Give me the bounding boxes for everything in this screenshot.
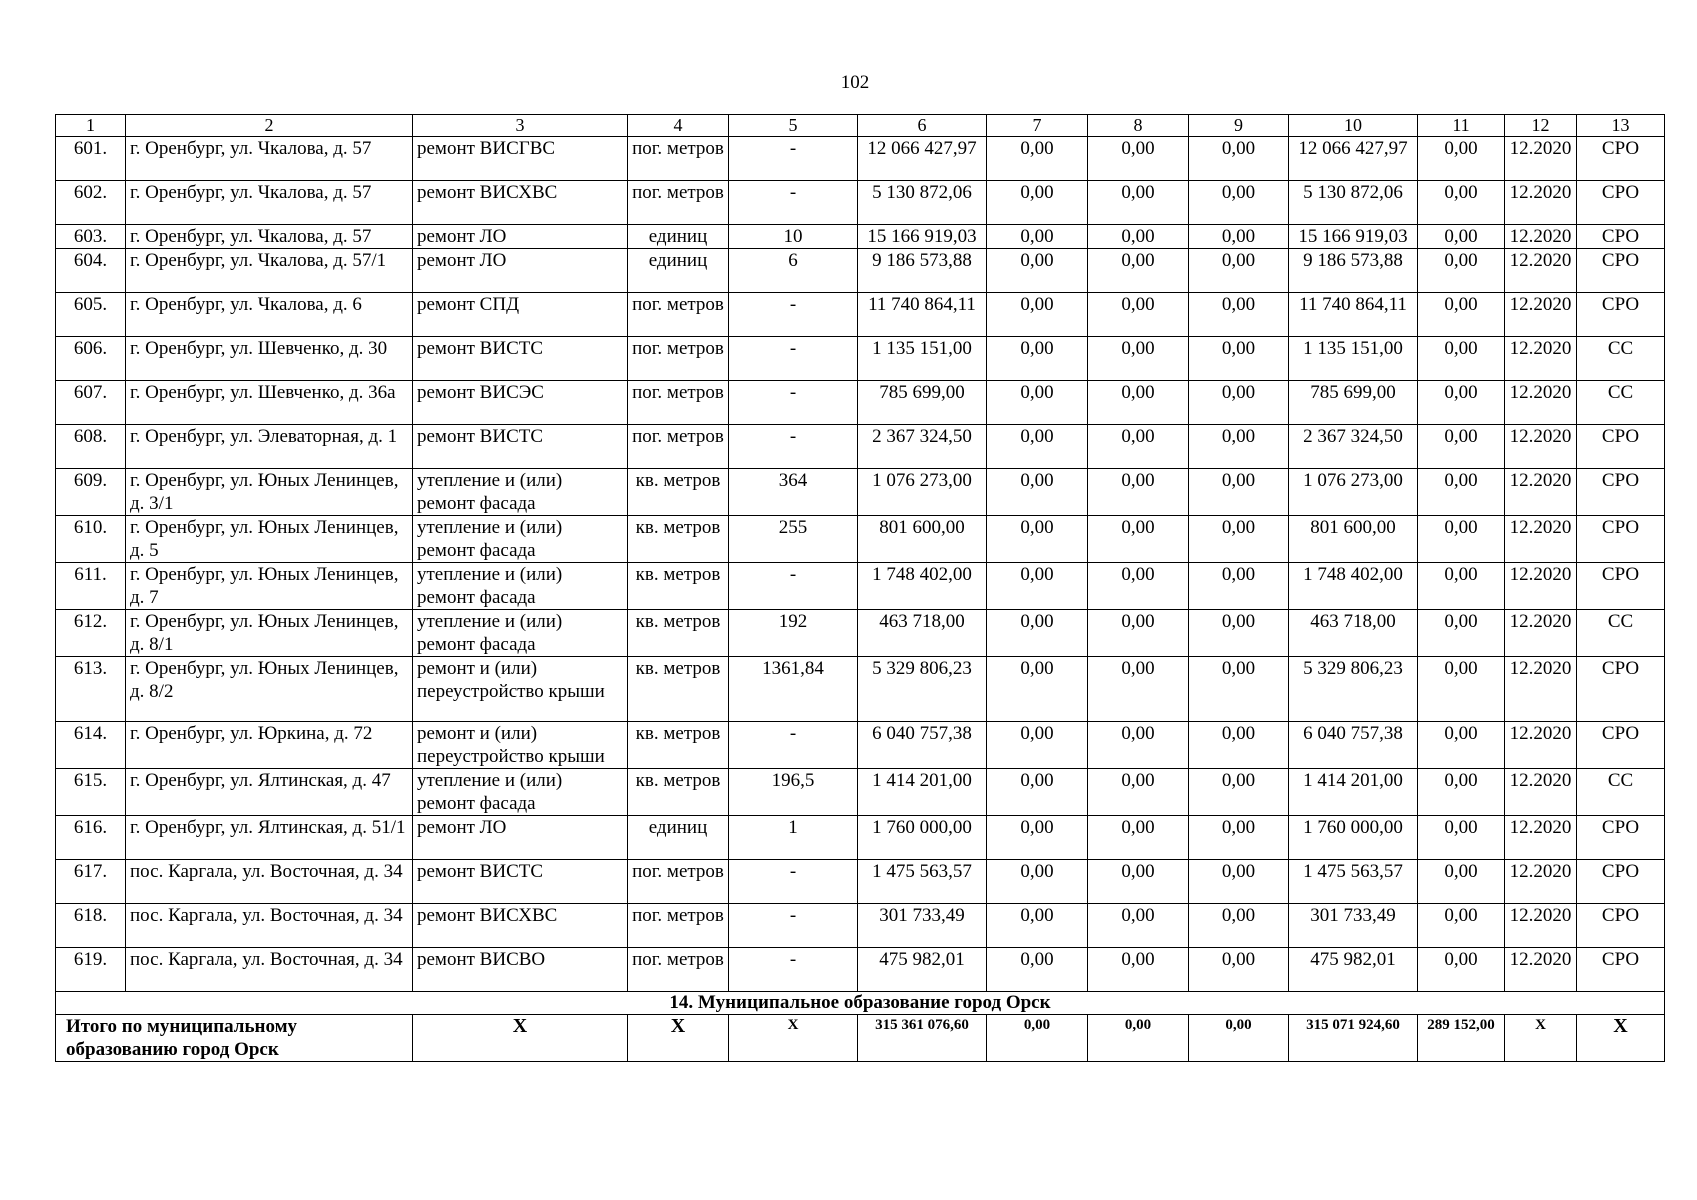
total-cost-cell: 801 600,00 [858,516,987,563]
unit-cell: единиц [628,249,729,293]
work-type-cell: ремонт ВИСВО [413,948,628,992]
local-budget-cell: 0,00 [1189,563,1289,610]
repair-method-cell: СРО [1577,816,1665,860]
local-budget-cell: 0,00 [1189,516,1289,563]
address-cell: г. Оренбург, ул. Ялтинская, д. 47 [126,769,413,816]
other-funds-cell: 0,00 [1418,425,1505,469]
total-cell: 0,00 [987,1015,1088,1062]
unit-cell: пог. метров [628,425,729,469]
table-row [56,516,1665,563]
fund-cell: 0,00 [987,657,1088,722]
column-number-header [56,115,1665,137]
budget-cell: 0,00 [1088,657,1189,722]
total-cell: X [413,1015,628,1062]
total-cost-cell: 1 076 273,00 [858,469,987,516]
local-budget-cell: 0,00 [1189,657,1289,722]
total-row [56,1015,1665,1062]
work-type-cell: ремонт и (или) переустройство крыши [413,657,628,722]
work-type-cell: ремонт ВИСХВС [413,181,628,225]
address-cell: пос. Каргала, ул. Восточная, д. 34 [126,860,413,904]
repair-method-cell: СРО [1577,225,1665,249]
fund-cell: 0,00 [987,904,1088,948]
row-number-cell: 613. [56,657,126,722]
work-type-cell: ремонт ЛО [413,249,628,293]
local-budget-cell: 0,00 [1189,337,1289,381]
unit-cell: пог. метров [628,948,729,992]
table-row [56,816,1665,860]
repair-method-cell: СРО [1577,293,1665,337]
completion-date-cell: 12.2020 [1505,657,1577,722]
header-cell: 1 [56,115,126,137]
local-budget-cell: 0,00 [1189,722,1289,769]
section-row [56,992,1665,1015]
address-cell: г. Оренбург, ул. Юных Ленинцев, д. 7 [126,563,413,610]
quantity-cell: - [729,722,858,769]
header-cell: 3 [413,115,628,137]
quantity-cell: - [729,337,858,381]
repair-method-cell: СС [1577,610,1665,657]
budget-cell: 0,00 [1088,722,1189,769]
local-budget-cell: 0,00 [1189,225,1289,249]
other-funds-cell: 0,00 [1418,249,1505,293]
address-cell: г. Оренбург, ул. Шевченко, д. 36а [126,381,413,425]
repair-method-cell: СС [1577,337,1665,381]
total-cost-cell: 785 699,00 [858,381,987,425]
row-number-cell: 605. [56,293,126,337]
budget-cell: 0,00 [1088,769,1189,816]
budget-cell: 0,00 [1088,610,1189,657]
completion-date-cell: 12.2020 [1505,249,1577,293]
repair-method-cell: СРО [1577,563,1665,610]
row-number-cell: 612. [56,610,126,657]
other-funds-cell: 0,00 [1418,516,1505,563]
budget-cell: 0,00 [1088,469,1189,516]
local-budget-cell: 0,00 [1189,904,1289,948]
unit-cell: кв. метров [628,657,729,722]
repair-method-cell: СС [1577,381,1665,425]
other-funds-cell: 0,00 [1418,337,1505,381]
row-number-cell: 610. [56,516,126,563]
other-funds-cell: 0,00 [1418,381,1505,425]
completion-date-cell: 12.2020 [1505,769,1577,816]
local-budget-cell: 0,00 [1189,293,1289,337]
completion-date-cell: 12.2020 [1505,516,1577,563]
owners-funds-cell: 15 166 919,03 [1289,225,1418,249]
budget-cell: 0,00 [1088,225,1189,249]
total-cost-cell: 15 166 919,03 [858,225,987,249]
table-row [56,469,1665,516]
fund-cell: 0,00 [987,381,1088,425]
owners-funds-cell: 463 718,00 [1289,610,1418,657]
row-number-cell: 611. [56,563,126,610]
table-row [56,722,1665,769]
table-row [56,293,1665,337]
owners-funds-cell: 801 600,00 [1289,516,1418,563]
unit-cell: кв. метров [628,563,729,610]
row-number-cell: 619. [56,948,126,992]
total-cost-cell: 5 329 806,23 [858,657,987,722]
completion-date-cell: 12.2020 [1505,860,1577,904]
other-funds-cell: 0,00 [1418,769,1505,816]
quantity-cell: 1 [729,816,858,860]
unit-cell: пог. метров [628,293,729,337]
row-number-cell: 604. [56,249,126,293]
other-funds-cell: 0,00 [1418,722,1505,769]
unit-cell: кв. метров [628,722,729,769]
header-cell: 2 [126,115,413,137]
quantity-cell: 255 [729,516,858,563]
unit-cell: единиц [628,225,729,249]
work-type-cell: ремонт ВИСТС [413,860,628,904]
owners-funds-cell: 9 186 573,88 [1289,249,1418,293]
completion-date-cell: 12.2020 [1505,563,1577,610]
address-cell: г. Оренбург, ул. Юных Ленинцев, д. 5 [126,516,413,563]
quantity-cell: - [729,948,858,992]
repair-method-cell: СРО [1577,860,1665,904]
budget-cell: 0,00 [1088,860,1189,904]
other-funds-cell: 0,00 [1418,816,1505,860]
quantity-cell: 6 [729,249,858,293]
header-cell: 7 [987,115,1088,137]
address-cell: г. Оренбург, ул. Элеваторная, д. 1 [126,425,413,469]
table-row [56,337,1665,381]
address-cell: г. Оренбург, ул. Юных Ленинцев, д. 8/1 [126,610,413,657]
row-number-cell: 608. [56,425,126,469]
budget-cell: 0,00 [1088,337,1189,381]
unit-cell: пог. метров [628,381,729,425]
completion-date-cell: 12.2020 [1505,904,1577,948]
owners-funds-cell: 2 367 324,50 [1289,425,1418,469]
total-cost-cell: 1 760 000,00 [858,816,987,860]
unit-cell: кв. метров [628,469,729,516]
header-cell: 9 [1189,115,1289,137]
row-number-cell: 603. [56,225,126,249]
budget-cell: 0,00 [1088,425,1189,469]
quantity-cell: - [729,860,858,904]
unit-cell: пог. метров [628,137,729,181]
budget-cell: 0,00 [1088,181,1189,225]
row-number-cell: 618. [56,904,126,948]
local-budget-cell: 0,00 [1189,816,1289,860]
fund-cell: 0,00 [987,137,1088,181]
other-funds-cell: 0,00 [1418,293,1505,337]
address-cell: г. Оренбург, ул. Шевченко, д. 30 [126,337,413,381]
quantity-cell: 192 [729,610,858,657]
local-budget-cell: 0,00 [1189,769,1289,816]
section-title: 14. Муниципальное образование город Орск [56,992,1665,1015]
quantity-cell: - [729,904,858,948]
table-row [56,225,1665,249]
header-cell: 6 [858,115,987,137]
total-cell: X [1505,1015,1577,1062]
unit-cell: пог. метров [628,337,729,381]
local-budget-cell: 0,00 [1189,137,1289,181]
work-type-cell: ремонт ЛО [413,816,628,860]
total-cost-cell: 11 740 864,11 [858,293,987,337]
header-cell: 4 [628,115,729,137]
other-funds-cell: 0,00 [1418,948,1505,992]
work-type-cell: утепление и (или) ремонт фасада [413,610,628,657]
header-cell: 11 [1418,115,1505,137]
local-budget-cell: 0,00 [1189,181,1289,225]
completion-date-cell: 12.2020 [1505,225,1577,249]
completion-date-cell: 12.2020 [1505,469,1577,516]
table-row [56,769,1665,816]
unit-cell: пог. метров [628,181,729,225]
fund-cell: 0,00 [987,610,1088,657]
total-cost-cell: 1 135 151,00 [858,337,987,381]
total-cost-cell: 9 186 573,88 [858,249,987,293]
other-funds-cell: 0,00 [1418,657,1505,722]
address-cell: г. Оренбург, ул. Чкалова, д. 57 [126,137,413,181]
fund-cell: 0,00 [987,181,1088,225]
table-row [56,860,1665,904]
row-number-cell: 609. [56,469,126,516]
owners-funds-cell: 785 699,00 [1289,381,1418,425]
header-cell: 13 [1577,115,1665,137]
local-budget-cell: 0,00 [1189,469,1289,516]
other-funds-cell: 0,00 [1418,137,1505,181]
fund-cell: 0,00 [987,816,1088,860]
completion-date-cell: 12.2020 [1505,381,1577,425]
budget-cell: 0,00 [1088,816,1189,860]
total-cost-cell: 2 367 324,50 [858,425,987,469]
work-type-cell: ремонт ВИСХВС [413,904,628,948]
table-row [56,137,1665,181]
budget-cell: 0,00 [1088,293,1189,337]
work-type-cell: ремонт и (или) переустройство крыши [413,722,628,769]
row-number-cell: 607. [56,381,126,425]
quantity-cell: 1361,84 [729,657,858,722]
completion-date-cell: 12.2020 [1505,293,1577,337]
fund-cell: 0,00 [987,225,1088,249]
work-type-cell: утепление и (или) ремонт фасада [413,769,628,816]
header-cell: 12 [1505,115,1577,137]
unit-cell: кв. метров [628,610,729,657]
repair-method-cell: СРО [1577,137,1665,181]
completion-date-cell: 12.2020 [1505,425,1577,469]
total-cell: X [628,1015,729,1062]
fund-cell: 0,00 [987,563,1088,610]
unit-cell: кв. метров [628,769,729,816]
unit-cell: пог. метров [628,904,729,948]
total-cost-cell: 1 748 402,00 [858,563,987,610]
address-cell: пос. Каргала, ул. Восточная, д. 34 [126,904,413,948]
fund-cell: 0,00 [987,516,1088,563]
table-row [56,181,1665,225]
work-type-cell: ремонт ВИСТС [413,425,628,469]
table-row [56,904,1665,948]
work-type-cell: утепление и (или) ремонт фасада [413,516,628,563]
fund-cell: 0,00 [987,948,1088,992]
total-cost-cell: 1 414 201,00 [858,769,987,816]
unit-cell: единиц [628,816,729,860]
total-cost-cell: 475 982,01 [858,948,987,992]
completion-date-cell: 12.2020 [1505,948,1577,992]
total-cell: 289 152,00 [1418,1015,1505,1062]
table-row [56,425,1665,469]
local-budget-cell: 0,00 [1189,249,1289,293]
completion-date-cell: 12.2020 [1505,181,1577,225]
work-type-cell: ремонт ЛО [413,225,628,249]
address-cell: г. Оренбург, ул. Чкалова, д. 57 [126,181,413,225]
row-number-cell: 614. [56,722,126,769]
budget-cell: 0,00 [1088,381,1189,425]
total-cell: 0,00 [1088,1015,1189,1062]
owners-funds-cell: 1 760 000,00 [1289,816,1418,860]
total-cost-cell: 1 475 563,57 [858,860,987,904]
budget-cell: 0,00 [1088,249,1189,293]
fund-cell: 0,00 [987,769,1088,816]
repair-method-cell: СРО [1577,722,1665,769]
total-cell: X [1577,1015,1665,1062]
capital-repair-table [55,114,1665,1062]
owners-funds-cell: 1 414 201,00 [1289,769,1418,816]
total-cell: 315 361 076,60 [858,1015,987,1062]
address-cell: г. Оренбург, ул. Юных Ленинцев, д. 3/1 [126,469,413,516]
header-cell: 10 [1289,115,1418,137]
owners-funds-cell: 1 076 273,00 [1289,469,1418,516]
local-budget-cell: 0,00 [1189,425,1289,469]
fund-cell: 0,00 [987,337,1088,381]
address-cell: г. Оренбург, ул. Ялтинская, д. 51/1 [126,816,413,860]
local-budget-cell: 0,00 [1189,381,1289,425]
work-type-cell: ремонт СПД [413,293,628,337]
fund-cell: 0,00 [987,722,1088,769]
owners-funds-cell: 6 040 757,38 [1289,722,1418,769]
local-budget-cell: 0,00 [1189,860,1289,904]
address-cell: г. Оренбург, ул. Юркина, д. 72 [126,722,413,769]
fund-cell: 0,00 [987,249,1088,293]
completion-date-cell: 12.2020 [1505,337,1577,381]
address-cell: г. Оренбург, ул. Чкалова, д. 6 [126,293,413,337]
completion-date-cell: 12.2020 [1505,722,1577,769]
work-type-cell: утепление и (или) ремонт фасада [413,469,628,516]
repair-method-cell: СРО [1577,904,1665,948]
table-row [56,249,1665,293]
quantity-cell: - [729,425,858,469]
row-number-cell: 616. [56,816,126,860]
table-row [56,948,1665,992]
unit-cell: пог. метров [628,860,729,904]
quantity-cell: 196,5 [729,769,858,816]
quantity-cell: 10 [729,225,858,249]
other-funds-cell: 0,00 [1418,860,1505,904]
row-number-cell: 606. [56,337,126,381]
address-cell: г. Оренбург, ул. Чкалова, д. 57/1 [126,249,413,293]
table-row [56,610,1665,657]
local-budget-cell: 0,00 [1189,610,1289,657]
quantity-cell: - [729,381,858,425]
header-cell: 8 [1088,115,1189,137]
owners-funds-cell: 5 130 872,06 [1289,181,1418,225]
repair-method-cell: СРО [1577,425,1665,469]
total-cell: 315 071 924,60 [1289,1015,1418,1062]
total-cost-cell: 5 130 872,06 [858,181,987,225]
budget-cell: 0,00 [1088,137,1189,181]
owners-funds-cell: 1 475 563,57 [1289,860,1418,904]
quantity-cell: - [729,137,858,181]
quantity-cell: - [729,563,858,610]
quantity-cell: - [729,293,858,337]
quantity-cell: 364 [729,469,858,516]
repair-method-cell: СС [1577,769,1665,816]
budget-cell: 0,00 [1088,948,1189,992]
total-label: Итого по муниципальному образованию город Орск [56,1015,413,1062]
other-funds-cell: 0,00 [1418,181,1505,225]
total-cell: 0,00 [1189,1015,1289,1062]
owners-funds-cell: 301 733,49 [1289,904,1418,948]
owners-funds-cell: 1 135 151,00 [1289,337,1418,381]
budget-cell: 0,00 [1088,516,1189,563]
total-cost-cell: 301 733,49 [858,904,987,948]
budget-cell: 0,00 [1088,904,1189,948]
owners-funds-cell: 475 982,01 [1289,948,1418,992]
address-cell: г. Оренбург, ул. Юных Ленинцев, д. 8/2 [126,657,413,722]
work-type-cell: ремонт ВИСТС [413,337,628,381]
total-cell: X [729,1015,858,1062]
table-row [56,563,1665,610]
completion-date-cell: 12.2020 [1505,610,1577,657]
completion-date-cell: 12.2020 [1505,137,1577,181]
fund-cell: 0,00 [987,425,1088,469]
budget-cell: 0,00 [1088,563,1189,610]
owners-funds-cell: 1 748 402,00 [1289,563,1418,610]
other-funds-cell: 0,00 [1418,610,1505,657]
fund-cell: 0,00 [987,293,1088,337]
row-number-cell: 602. [56,181,126,225]
address-cell: г. Оренбург, ул. Чкалова, д. 57 [126,225,413,249]
fund-cell: 0,00 [987,469,1088,516]
address-cell: пос. Каргала, ул. Восточная, д. 34 [126,948,413,992]
owners-funds-cell: 5 329 806,23 [1289,657,1418,722]
row-number-cell: 615. [56,769,126,816]
repair-method-cell: СРО [1577,657,1665,722]
quantity-cell: - [729,181,858,225]
work-type-cell: ремонт ВИСЭС [413,381,628,425]
work-type-cell: утепление и (или) ремонт фасада [413,563,628,610]
work-type-cell: ремонт ВИСГВС [413,137,628,181]
owners-funds-cell: 11 740 864,11 [1289,293,1418,337]
repair-method-cell: СРО [1577,249,1665,293]
repair-method-cell: СРО [1577,181,1665,225]
total-cost-cell: 12 066 427,97 [858,137,987,181]
repair-method-cell: СРО [1577,948,1665,992]
header-cell: 5 [729,115,858,137]
repair-method-cell: СРО [1577,469,1665,516]
total-cost-cell: 463 718,00 [858,610,987,657]
row-number-cell: 617. [56,860,126,904]
total-cost-cell: 6 040 757,38 [858,722,987,769]
completion-date-cell: 12.2020 [1505,816,1577,860]
fund-cell: 0,00 [987,860,1088,904]
owners-funds-cell: 12 066 427,97 [1289,137,1418,181]
other-funds-cell: 0,00 [1418,225,1505,249]
row-number-cell: 601. [56,137,126,181]
other-funds-cell: 0,00 [1418,469,1505,516]
repair-method-cell: СРО [1577,516,1665,563]
unit-cell: кв. метров [628,516,729,563]
table-row [56,657,1665,722]
table-row [56,381,1665,425]
local-budget-cell: 0,00 [1189,948,1289,992]
page-number: 102 [840,72,870,93]
other-funds-cell: 0,00 [1418,904,1505,948]
other-funds-cell: 0,00 [1418,563,1505,610]
